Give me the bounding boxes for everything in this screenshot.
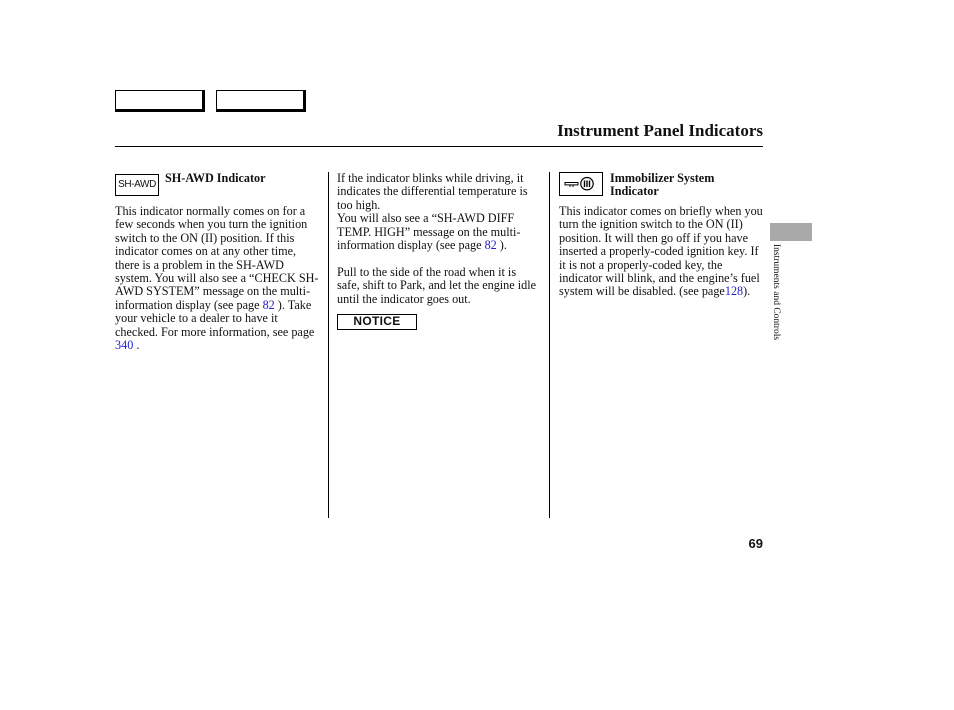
nav-button-next[interactable] bbox=[216, 90, 306, 112]
column-sh-awd-continued bbox=[337, 172, 541, 330]
immobilizer-paragraph: This indicator comes on briefly when you turn the ignition switch to the ON (II) position. It will then go off if you have inserted a properly-coded ignition key. If it is not a properly-coded key, the indicator will blink, and the engine’s fuel system will be disabled. (see page128). bbox=[559, 204, 763, 299]
column-immobilizer bbox=[559, 172, 765, 299]
page-link-82[interactable]: 82 bbox=[262, 297, 275, 312]
page-link-340[interactable]: 340 bbox=[115, 338, 134, 353]
immobilizer-heading-row bbox=[559, 172, 765, 199]
sh-awd-heading: SH-AWD Indicator bbox=[165, 171, 266, 185]
page-link-128[interactable]: 128 bbox=[724, 284, 744, 299]
column-divider-1 bbox=[328, 172, 329, 518]
page-number: 69 bbox=[748, 536, 763, 551]
section-tab bbox=[770, 223, 812, 241]
immobilizer-heading: Immobilizer System Indicator bbox=[610, 171, 715, 198]
page-link-82-b[interactable]: 82 bbox=[484, 238, 497, 253]
sh-awd-indicator-icon: SH-AWD bbox=[115, 174, 159, 196]
notice-label: NOTICE bbox=[337, 314, 417, 330]
sh-awd-paragraph: This indicator normally comes on for a few seconds when you turn the ignition switch to the ON (II) position. If this indicator comes on at any other time, there is a problem in the SH-AWD system. You will also see a “CHECK SH-AWD SYSTEM” message on the multi-information display (see page 82 ). Take your vehicle to a dealer to have it checked. For more information, see page 340 . bbox=[115, 204, 319, 353]
column-divider-2 bbox=[549, 172, 550, 518]
sh-awd-heading-row bbox=[115, 172, 322, 199]
diff-temp-paragraph: You will also see a “SH-AWD DIFF TEMP. HIGH” message on the multi-information display (see page 82 ). bbox=[337, 211, 521, 253]
column-sh-awd bbox=[115, 172, 322, 352]
blink-paragraph: If the indicator blinks while driving, it indicates the differential temperature is too high. bbox=[337, 171, 528, 212]
pull-over-paragraph: Pull to the side of the road when it is safe, shift to Park, and let the engine idle until the indicator goes out. bbox=[337, 264, 537, 306]
title-divider bbox=[115, 146, 763, 147]
page-title: Instrument Panel Indicators bbox=[557, 121, 763, 140]
key-icon bbox=[559, 172, 603, 196]
nav-button-prev[interactable] bbox=[115, 90, 205, 112]
section-label: Instruments and Controls bbox=[771, 244, 781, 341]
